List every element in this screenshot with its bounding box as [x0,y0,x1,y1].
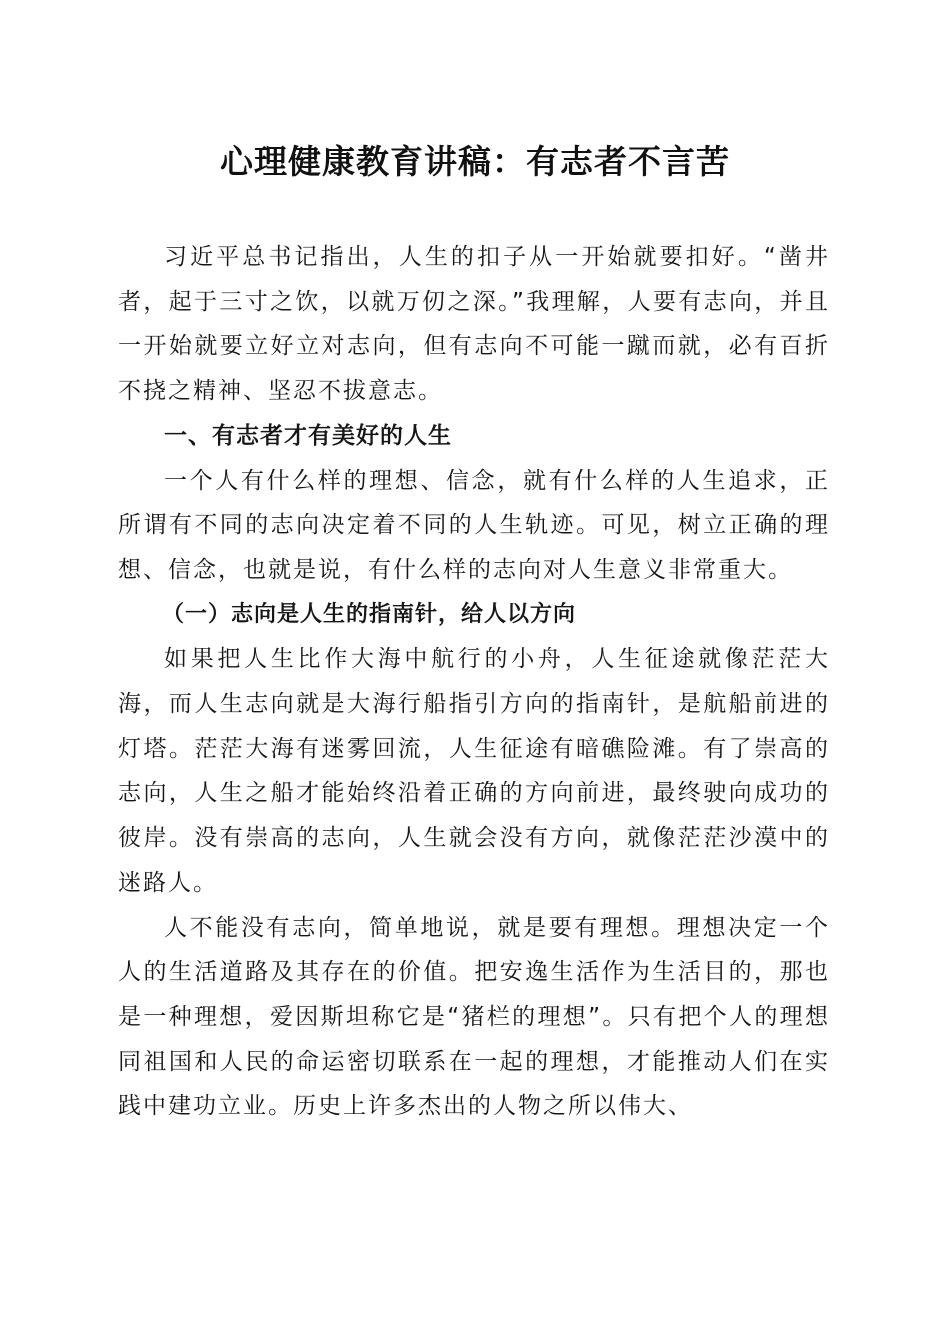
subsection-paragraph: 如果把人生比作大海中航行的小舟，人生征途就像茫茫大海，而人生志向就是大海行船指引方向的指南针，是航船前进的灯塔。茫茫大海有迷雾回流，人生征途有暗礁险滩。有了崇高的志向，人生之船才能始终沿着正确的方向前进，最终驶向成功的彼岸。没有崇高的志向，人生就会没有方向，就像茫茫沙漠中的迷路人。 [118,646,830,896]
subsection-heading: （一）志向是人生的指南针，给人以方向 [162,601,577,627]
subsection-paragraph: 人不能没有志向，简单地说，就是要有理想。理想决定一个人的生活道路及其存在的价值。把安逸生活作为生活目的，那也是一种理想，爱因斯坦称它是“猪栏的理想”。只有把个人的理想同祖国和人民的命运密切联系在一起的理想，才能推动人们在实践中建功立业。历史上许多杰出的人物之所以伟大、 [118,914,830,1120]
document-body [118,235,830,1129]
document-title: 心理健康教育讲稿：有志者不言苦 [220,142,730,181]
intro-paragraph: 习近平总书记指出，人生的扣子从一开始就要扣好。“凿井者，起于三寸之饮，以就万仞之深。”我理解，人要有志向，并且一开始就要立好立对志向，但有志向不可能一蹴而就，必有百折不挠之精神、坚忍不拔意志。 [118,244,830,405]
section-heading: 一、有志者才有美好的人生 [164,422,452,449]
section-paragraph: 一个人有什么样的理想、信念，就有什么样的人生追求，正所谓有不同的志向决定着不同的人生轨迹。可见，树立正确的理想、信念，也就是说，有什么样的志向对人生意义非常重大。 [118,467,830,583]
